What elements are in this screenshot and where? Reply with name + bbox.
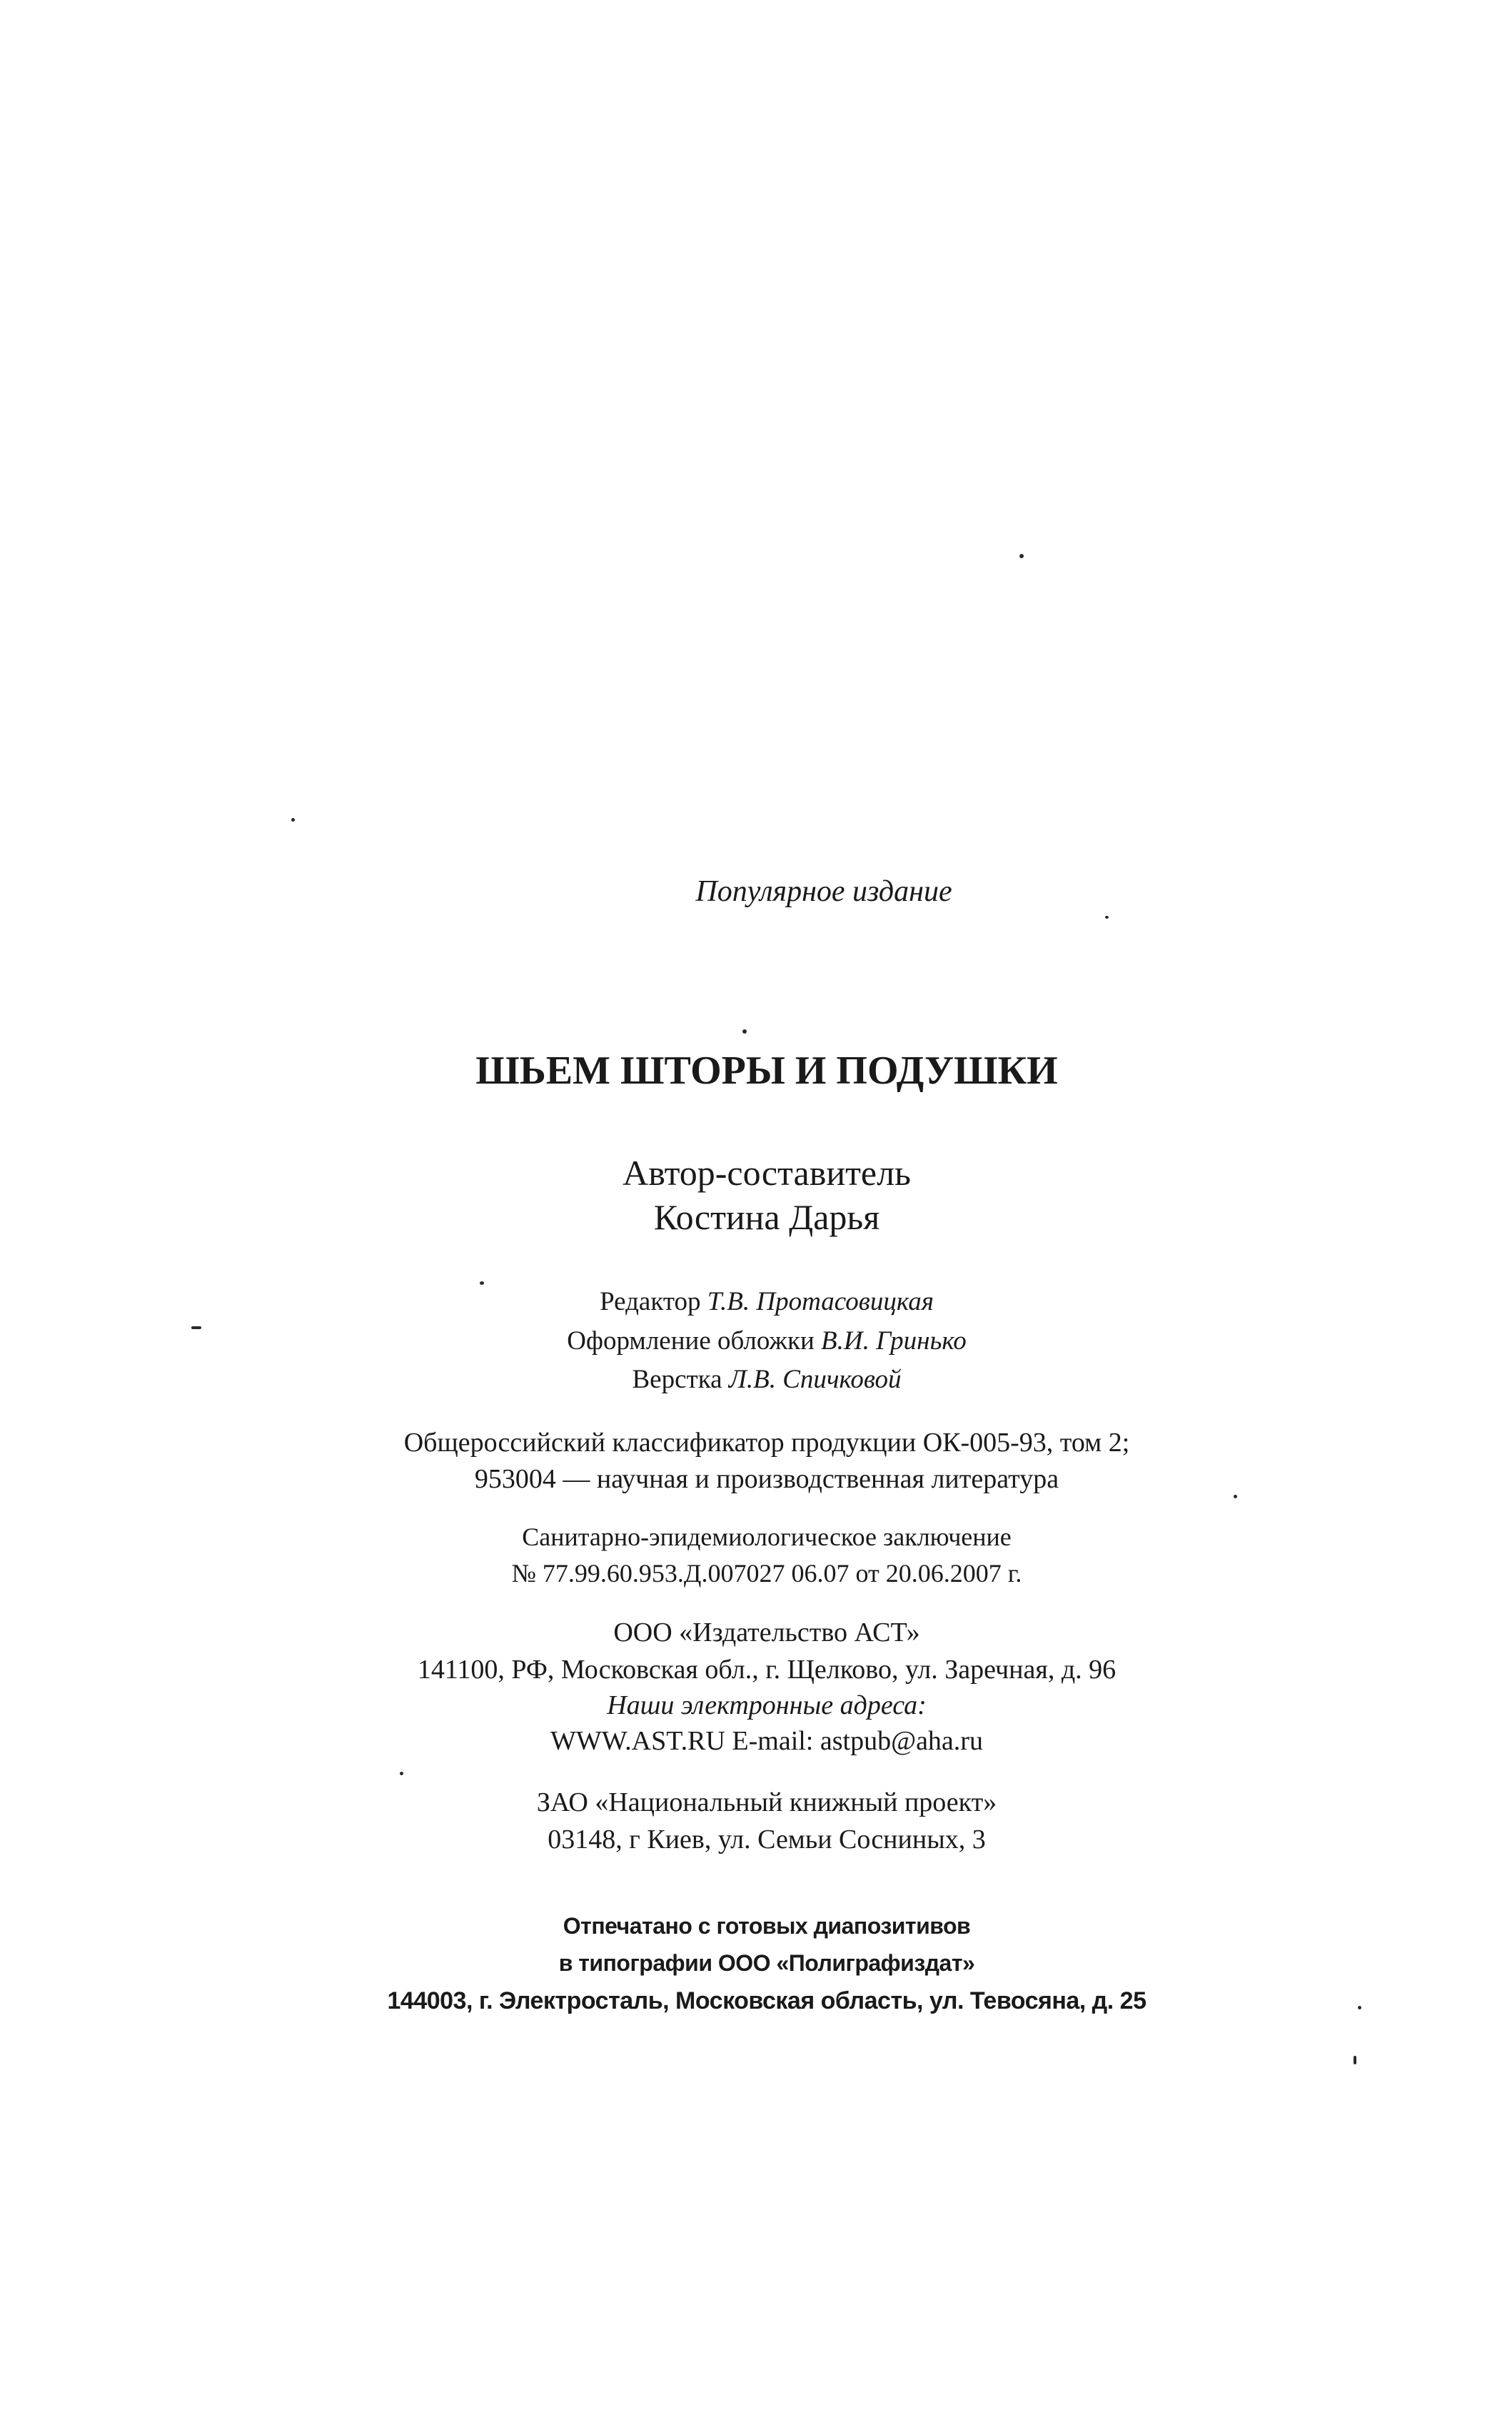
publisher-email-label: Наши электронные адреса:: [607, 1690, 927, 1720]
cover-name: В.И. Гринько: [821, 1326, 967, 1356]
layout-label: Верстка: [632, 1365, 722, 1394]
book-title: ШЬЕМ ШТОРЫ И ПОДУШКИ: [475, 1049, 1058, 1093]
credit-editor: [0, 1288, 1512, 1315]
editor-label: Редактор: [600, 1287, 701, 1316]
scan-speck: [1354, 2056, 1356, 2064]
classifier-line-2: 953004 — научная и производственная литература: [474, 1464, 1059, 1494]
sanitary-line-1: Санитарно-эпидемиологическое заключение: [522, 1523, 1012, 1551]
editor-name: Т.В. Протасовицкая: [707, 1287, 934, 1316]
scan-speck: [1105, 916, 1109, 919]
printer-line-1: Отпечатано с готовых диапозитивов: [563, 1913, 971, 1939]
scan-speck: [1019, 554, 1024, 558]
distributor-address: 03148, г Киев, ул. Семьи Сосниных, 3: [548, 1825, 986, 1855]
scan-speck: [1358, 2006, 1361, 2009]
classifier-line-1: Общероссийский классификатор продукции ОК-005-93, том 2;: [403, 1428, 1130, 1458]
scan-speck: [291, 818, 295, 822]
scan-speck: [742, 1029, 747, 1034]
layout-name: Л.В. Спичковой: [728, 1365, 902, 1394]
scan-speck: [400, 1772, 403, 1775]
publisher-email: WWW.AST.RU E-mail: astpub@aha.ru: [550, 1726, 983, 1756]
printer-line-2: в типографии ООО «Полиграфиздат»: [558, 1950, 975, 1976]
scan-speck: [480, 1281, 484, 1285]
cover-label: Оформление обложки: [567, 1326, 815, 1356]
edition-type: Популярное издание: [695, 875, 952, 908]
scan-speck: [1234, 1495, 1237, 1498]
credit-layout: [0, 1366, 1512, 1393]
credit-cover-design: [0, 1328, 1512, 1354]
distributor-name: ЗАО «Национальный книжный проект»: [536, 1787, 997, 1817]
sanitary-line-2: № 77.99.60.953.Д.007027 06.07 от 20.06.2007 г.: [511, 1559, 1022, 1588]
author-name: Костина Дарья: [653, 1197, 880, 1237]
publisher-address: 141100, РФ, Московская обл., г. Щелково, ул. Заречная, д. 96: [417, 1655, 1117, 1685]
scan-speck: [191, 1326, 201, 1329]
author-label: Автор-составитель: [623, 1153, 911, 1193]
printer-line-3: 144003, г. Электросталь, Московская область, ул. Тевосяна, д. 25: [387, 1987, 1146, 2014]
publisher-name: ООО «Издательство АСТ»: [613, 1618, 920, 1648]
